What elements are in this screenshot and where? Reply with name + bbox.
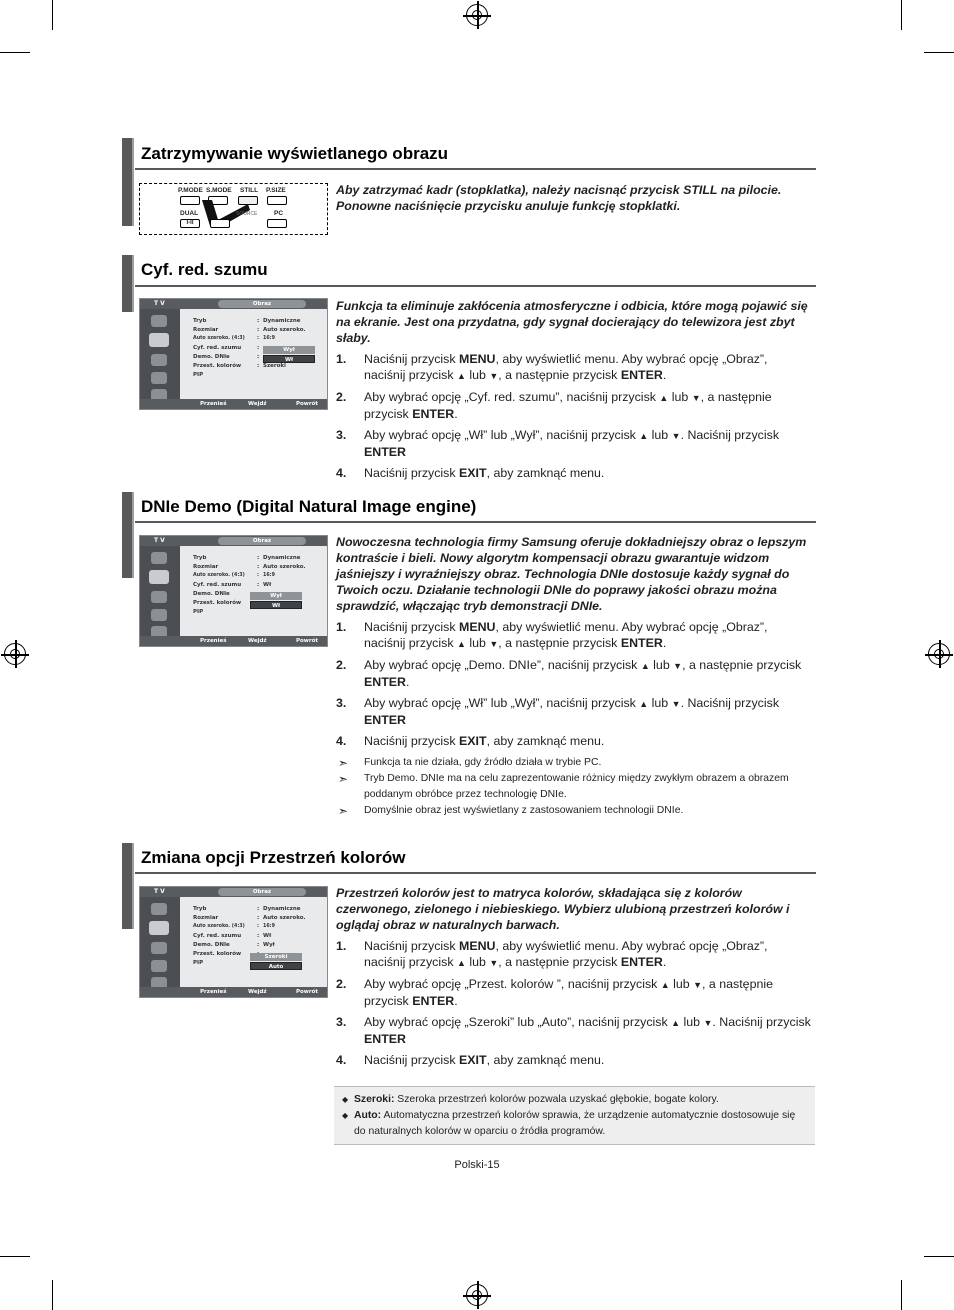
step-item: 2. Aby wybrać opcję „Demo. DNIe”, naciśnij przycisk ▲ lub ▼, a następnie przycisk ENTER. (336, 658, 802, 689)
osd-channel-icon (151, 372, 167, 384)
section-rule (135, 285, 816, 287)
section-bar (122, 138, 132, 226)
crop-mark (901, 0, 902, 30)
info-item: ◆ Szeroki: Szeroka przestrzeń kolorów pozwala uzyskać głębokie, bogate kolory. (340, 1092, 807, 1108)
section-rule (135, 168, 816, 170)
osd-input-icon (151, 903, 167, 915)
osd-option-off: Wył (263, 346, 315, 354)
note-item: ➣ Funkcja ta nie działa, gdy źródło działa w trybie PC. (338, 756, 602, 770)
crop-mark (0, 52, 30, 53)
psize-button (267, 196, 287, 205)
osd-menu-dnie: T V Obraz Tryb : Dynamiczne Rozmiar : Auto szeroko. Auto szeroko. (4:3) : 16:9 Cyf. red. szumu : Wł Demo. DNIe Przest. kolorów PIP Wył Wł Przenieś Wejdź Powrót (139, 535, 328, 647)
registration-mark-icon (4, 643, 26, 665)
section-line (132, 843, 134, 929)
osd-channel-icon (151, 609, 167, 621)
osd-picture-icon (149, 570, 169, 584)
step-item: 3. Aby wybrać opcję „Szeroki” lub „Auto”, naciśnij przycisk ▲ lub ▼. Naciśnij przycisk ENTER (336, 1015, 811, 1046)
section-line (132, 492, 134, 578)
intro-text: Nowoczesna technologia firmy Samsung oferuje dokładniejszy obraz o lepszym kontraście i bieli. Nowy algorytm kompensacji obrazu gwarantuje widzom jaśniejszy i wyraźniejszy obraz. Technologia DNIe dostosuje każdy sygnał do Twoich oczu. Działanie technologii DNIe do poprawy jakości obrazu można sprawdzić, włączając tryb demonstracji DNIe. (336, 535, 807, 613)
dual-label: DUAL (180, 210, 199, 217)
intro-text: Aby zatrzymać kadr (stopklatka), należy nacisnąć przycisk STILL na pilocie. Ponowne naciśnięcie przycisku anuluje funkcję stopklatki. (336, 183, 782, 213)
up-arrow-icon: ▲ (639, 699, 649, 709)
step-number: 4. (336, 466, 347, 480)
notes-list (336, 755, 812, 819)
step-number: 1. (336, 620, 347, 634)
intro-text: Funkcja ta eliminuje zakłócenia atmosferyczne i odbicia, które mogą pojawić się na ekranie. Jest ona przydatna, gdy sygnał docierający do telewizora jest zbyt słaby. (336, 299, 808, 345)
psize-label: P.SIZE (266, 187, 286, 194)
up-arrow-icon: ▲ (456, 958, 466, 968)
step-item: 4. Naciśnij przycisk EXIT, aby zamknąć menu. (336, 1053, 605, 1067)
steps-list (336, 938, 812, 1068)
section-rule (135, 872, 816, 874)
pmode-button (180, 196, 200, 205)
osd-option-auto: Auto (250, 962, 302, 970)
registration-mark-icon (466, 1284, 488, 1306)
osd-channel-icon (151, 960, 167, 972)
section-line (132, 138, 134, 226)
step-number: 2. (336, 390, 347, 404)
pc-button (267, 219, 287, 228)
osd-sound-icon (151, 591, 167, 603)
step-item: 3. Aby wybrać opcję „Wł” lub „Wył”, naciśnij przycisk ▲ lub ▼. Naciśnij przycisk ENTER (336, 428, 780, 459)
osd-title: Obraz (218, 300, 306, 308)
registration-mark-icon (928, 643, 950, 665)
note-arrow-icon: ➣ (338, 804, 349, 818)
crop-mark (924, 52, 954, 53)
step-number: 1. (336, 939, 347, 953)
dual-button: I-II (180, 219, 200, 228)
source-label: SOURCE (236, 211, 258, 217)
osd-sound-icon (151, 942, 167, 954)
step-number: 2. (336, 658, 347, 672)
section-bar (122, 843, 132, 929)
remote-illustration (139, 183, 328, 235)
step-number: 4. (336, 734, 347, 748)
step-item: 2. Aby wybrać opcję „Cyf. red. szumu”, naciśnij przycisk ▲ lub ▼, a następnie przycisk ENTER. (336, 390, 772, 421)
osd-input-icon (151, 315, 167, 327)
section-line (132, 255, 134, 312)
osd-tv-label: T V (154, 300, 165, 307)
section-rule (135, 521, 816, 523)
up-arrow-icon: ▲ (640, 661, 650, 671)
steps-list (336, 351, 812, 481)
step-item: 4. Naciśnij przycisk EXIT, aby zamknąć menu. (336, 466, 605, 480)
section-colorspace-body (336, 885, 812, 1068)
osd-input-icon (151, 552, 167, 564)
note-item: ➣ Tryb Demo. DNIe ma na celu zaprezentowanie różnicy między zwykłym obrazem a obrazem poddanym obróbce przez technologię DNIe. (338, 772, 789, 800)
up-arrow-icon: ▲ (671, 1018, 681, 1028)
step-item: 3. Aby wybrać opcję „Wł” lub „Wył”, naciśnij przycisk ▲ lub ▼. Naciśnij przycisk ENTER (336, 696, 780, 727)
note-arrow-icon: ➣ (338, 756, 349, 770)
step-number: 2. (336, 977, 347, 991)
crop-mark (52, 0, 53, 30)
crop-mark (901, 1280, 902, 1310)
crop-mark (52, 1280, 53, 1310)
step-item: 1. Naciśnij przycisk MENU, aby wyświetlić menu. Aby wybrać opcję „Obraz”, naciśnij przycisk ▲ lub ▼, a następnie przycisk ENTER. (336, 939, 768, 969)
down-arrow-icon: ▼ (489, 958, 499, 968)
pmode-label: P.MODE (178, 187, 203, 194)
up-arrow-icon: ▲ (456, 371, 466, 381)
down-arrow-icon: ▼ (673, 661, 683, 671)
down-arrow-icon: ▼ (671, 431, 681, 441)
osd-option-on: Wł (263, 355, 315, 363)
up-arrow-icon: ▲ (659, 393, 669, 403)
crop-mark (0, 1256, 30, 1257)
steps-list (336, 619, 812, 749)
step-item: 4. Naciśnij przycisk EXIT, aby zamknąć menu. (336, 734, 605, 748)
section-noise-body (336, 298, 812, 481)
osd-option-off: Wył (250, 592, 302, 600)
info-box (334, 1086, 815, 1145)
osd-sound-icon (151, 354, 167, 366)
registration-mark-icon (466, 4, 488, 26)
step-number: 3. (336, 1015, 347, 1029)
down-arrow-icon: ▼ (489, 639, 499, 649)
intro-text: Przestrzeń kolorów jest to matryca kolorów, składająca się z kolorów czerwonego, zielonego i niebieskiego. Wybierz ulubioną przestrzeń kolorów i oglądaj obraz w naturalnych barwach. (336, 886, 790, 932)
down-arrow-icon: ▼ (691, 393, 701, 403)
section-dnie-body (336, 534, 812, 819)
section-bar (122, 255, 132, 312)
step-number: 1. (336, 352, 347, 366)
diamond-bullet-icon: ◆ (342, 1111, 349, 1120)
osd-menu-colorspace: T V Obraz Tryb : Dynamiczne Rozmiar : Auto szeroko. Auto szeroko. (4:3) : 16:9 Cyf. red. szumu : Wł Demo. DNIe : Wył Przest. kolorów PIP Szeroki Auto Przenieś Wejdź Powrót (139, 886, 328, 998)
step-number: 3. (336, 428, 347, 442)
still-label: STILL (240, 187, 259, 194)
step-item: 1. Naciśnij przycisk MENU, aby wyświetlić menu. Aby wybrać opcję „Obraz”, naciśnij przycisk ▲ lub ▼, a następnie przycisk ENTER. (336, 352, 768, 382)
osd-option-wide: Szeroki (250, 953, 302, 961)
section-bar (122, 492, 132, 578)
diamond-bullet-icon: ◆ (342, 1095, 349, 1104)
crop-mark (924, 1256, 954, 1257)
osd-picture-icon (149, 921, 169, 935)
step-number: 3. (336, 696, 347, 710)
pc-label: PC (274, 210, 284, 217)
page-number: Polski-15 (454, 1159, 500, 1171)
smode-label: S.MODE (206, 187, 232, 194)
down-arrow-icon: ▼ (693, 980, 703, 990)
section-still-body (336, 182, 812, 214)
note-arrow-icon: ➣ (338, 772, 349, 786)
up-arrow-icon: ▲ (639, 431, 649, 441)
down-arrow-icon: ▼ (671, 699, 681, 709)
osd-menu-noise: T V Obraz Tryb : Dynamiczne Rozmiar : Auto szeroko. Auto szeroko. (4:3) : 16:9 Cyf. red. szumu : Demo. DNIe : Przest. kolorów : Szeroki PIP Wył Wł Przenieś Wejdź Powrót (139, 298, 328, 410)
info-item: ◆ Auto: Automatyczna przestrzeń kolorów sprawia, że urządzenie automatycznie dostosowuje się do naturalnych kolorów w oparciu o źródła programów. (342, 1110, 796, 1137)
osd-option-on: Wł (250, 601, 302, 609)
note-item: ➣ Domyślnie obraz jest wyświetlany z zastosowaniem technologii DNIe. (338, 804, 684, 818)
source-button (210, 219, 230, 228)
step-number: 4. (336, 1053, 347, 1067)
section-title: Cyf. red. szumu (141, 260, 268, 279)
section-title: Zmiana opcji Przestrzeń kolorów (141, 848, 406, 867)
osd-icon-strip (140, 309, 180, 399)
down-arrow-icon: ▼ (703, 1018, 713, 1028)
section-title: Zatrzymywanie wyświetlanego obrazu (141, 144, 449, 163)
up-arrow-icon: ▲ (660, 980, 670, 990)
osd-picture-icon (149, 333, 169, 347)
up-arrow-icon: ▲ (456, 639, 466, 649)
down-arrow-icon: ▼ (489, 371, 499, 381)
step-item: 1. Naciśnij przycisk MENU, aby wyświetlić menu. Aby wybrać opcję „Obraz”, naciśnij przycisk ▲ lub ▼, a następnie przycisk ENTER. (336, 620, 768, 650)
step-item: 2. Aby wybrać opcję „Przest. kolorów ”, naciśnij przycisk ▲ lub ▼, a następnie przycisk ENTER. (336, 977, 774, 1008)
section-title: DNIe Demo (Digital Natural Image engine) (141, 497, 477, 516)
